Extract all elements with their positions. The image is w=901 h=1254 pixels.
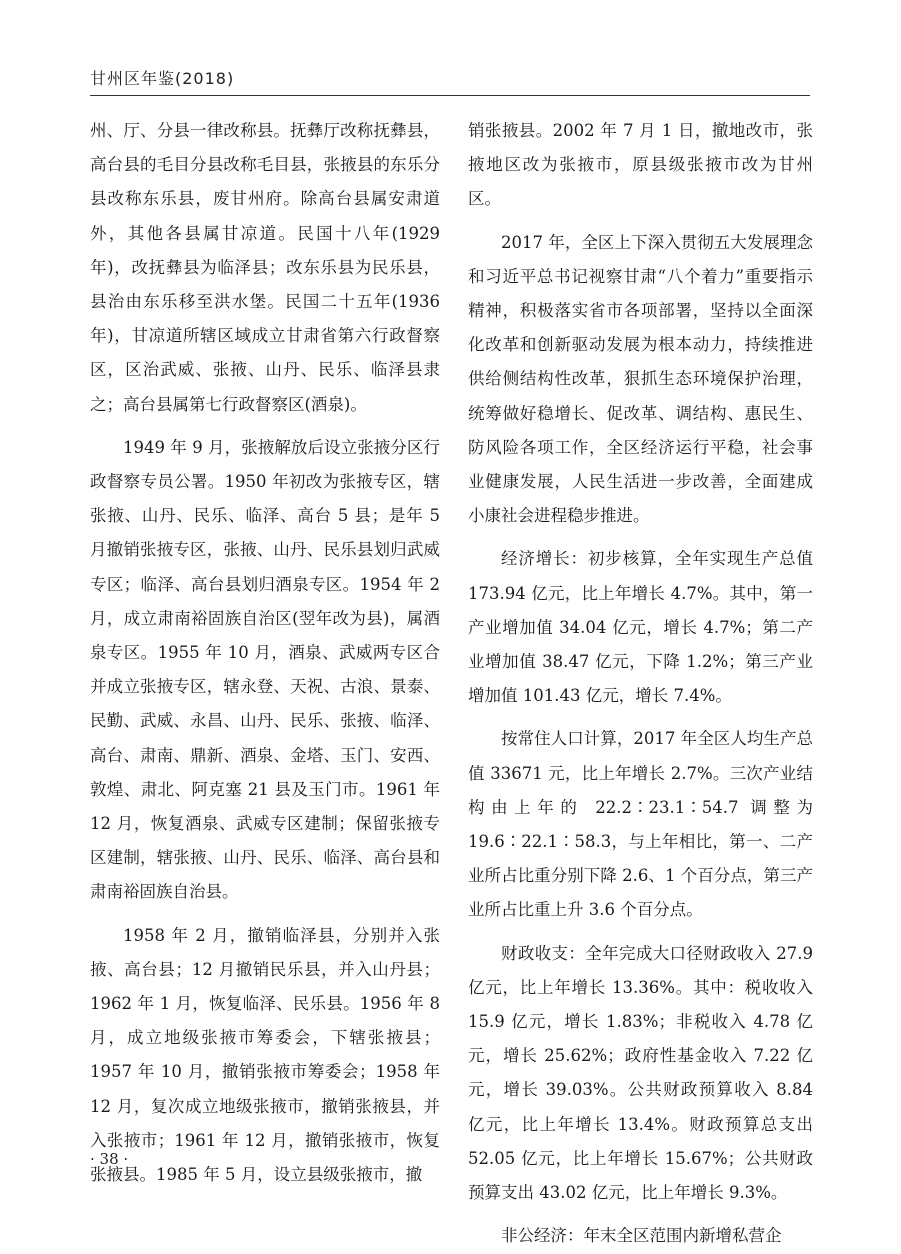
left-column	[90, 114, 440, 1192]
running-header: 甘州区年鉴(2018)	[90, 69, 235, 88]
paragraph: 1949 年 9 月，张掖解放后设立张掖分区行政督察专员公署。1950 年初改为张掖专区，辖张掖、山丹、民乐、临泽、高台 5 县；是年 5 月撤销张掖专区，张掖、山丹、民乐县划归武威专区；临泽、高台县划归酒泉专区。1954 年 2 月，成立肃南裕固族自治区(翌年改为县)，属酒泉专区。1955 年 10 月，酒泉、武威两专区合并成立张掖专区，辖永登、天祝、古浪、景泰、民勤、武威、永昌、山丹、民乐、张掖、临泽、高台、肃南、鼎新、酒泉、金塔、玉门、安西、敦煌、肃北、阿克塞 21 县及玉门市。1961 年 12 月，恢复酒泉、武威专区建制；保留张掖专区建制，辖张掖、山丹、民乐、临泽、高台县和肃南裕固族自治县。	[90, 437, 440, 902]
header-divider	[90, 95, 810, 96]
paragraph: 按常住人口计算，2017 年全区人均生产总值 33671 元，比上年增长 2.7%。三次产业结构由上年的 22.2∶23.1∶54.7 调整为 19.6∶22.1∶58.3，与上年相比，第一、二产业所占比重分别下降 2.6、1 个百分点，第三产业所占比重上升 3.6 个百分点。	[468, 729, 813, 920]
paragraph: 财政收支：全年完成大口径财政收入 27.9 亿元，比上年增长 13.36%。其中：税收收入 15.9 亿元，增长 1.83%；非税收入 4.78 亿元，增长 25.62%；政府性基金收入 7.22 亿元，增长 39.03%。公共财政预算收入 8.84 亿元，比上年增长 13.4%。财政预算总支出 52.05 亿元，比上年增长 15.67%；公共财政预算支出 43.02 亿元，比上年增长 9.3%。	[468, 943, 813, 1203]
paragraph: 非公经济：年末全区范围内新增私营企	[501, 1226, 782, 1246]
paragraph: 经济增长：初步核算，全年实现生产总值 173.94 亿元，比上年增长 4.7%。其中，第一产业增加值 34.04 亿元，增长 4.7%；第二产业增加值 38.47 亿元，下降 1.2%；第三产业增加值 101.43 亿元，增长 7.4%。	[468, 549, 813, 706]
paragraph: 州、厅、分县一律改称县。抚彝厅改称抚彝县，高台县的毛目分县改称毛目县，张掖县的东乐分县改称东乐县，废甘州府。除高台县属安肃道外，其他各县属甘凉道。民国十八年(1929 年)，改抚彝县为临泽县；改东乐县为民乐县，县治由东乐移至洪水堡。民国二十五年(1936 年)，甘凉道所辖区域成立甘肃省第六行政督察区，区治武威、张掖、山丹、民乐、临泽县隶之；高台县属第七行政督察区(酒泉)。	[90, 121, 440, 414]
paragraph: 1958 年 2 月，撤销临泽县，分别并入张掖、高台县；12 月撤销民乐县，并入山丹县；1962 年 1 月，恢复临泽、民乐县。1956 年 8 月，成立地级张掖市筹委会，下辖张掖县；1957 年 10 月，撤销张掖市筹委会；1958 年 12 月，复次成立地级张掖市，撤销张掖县，并入张掖市；1961 年 12 月，撤销张掖市，恢复张掖县。1985 年 5 月，设立县级张掖市，撤	[90, 925, 440, 1185]
paragraph: 2017 年，全区上下深入贯彻五大发展理念和习近平总书记视察甘肃“八个着力”重要指示精神，积极落实省市各项部署，坚持以全面深化改革和创新驱动发展为根本动力，持续推进供给侧结构性改革，狠抓生态环境保护治理，统筹做好稳增长、促改革、调结构、惠民生、防风险各项工作，全区经济运行平稳，社会事业健康发展，人民生活进一步改善，全面建成小康社会进程稳步推进。	[468, 232, 813, 526]
right-column	[468, 114, 813, 1254]
page-number: · 38 ·	[90, 1150, 129, 1168]
paragraph: 销张掖县。2002 年 7 月 1 日，撤地改市，张掖地区改为张掖市，原县级张掖市改为甘州区。	[468, 121, 813, 209]
